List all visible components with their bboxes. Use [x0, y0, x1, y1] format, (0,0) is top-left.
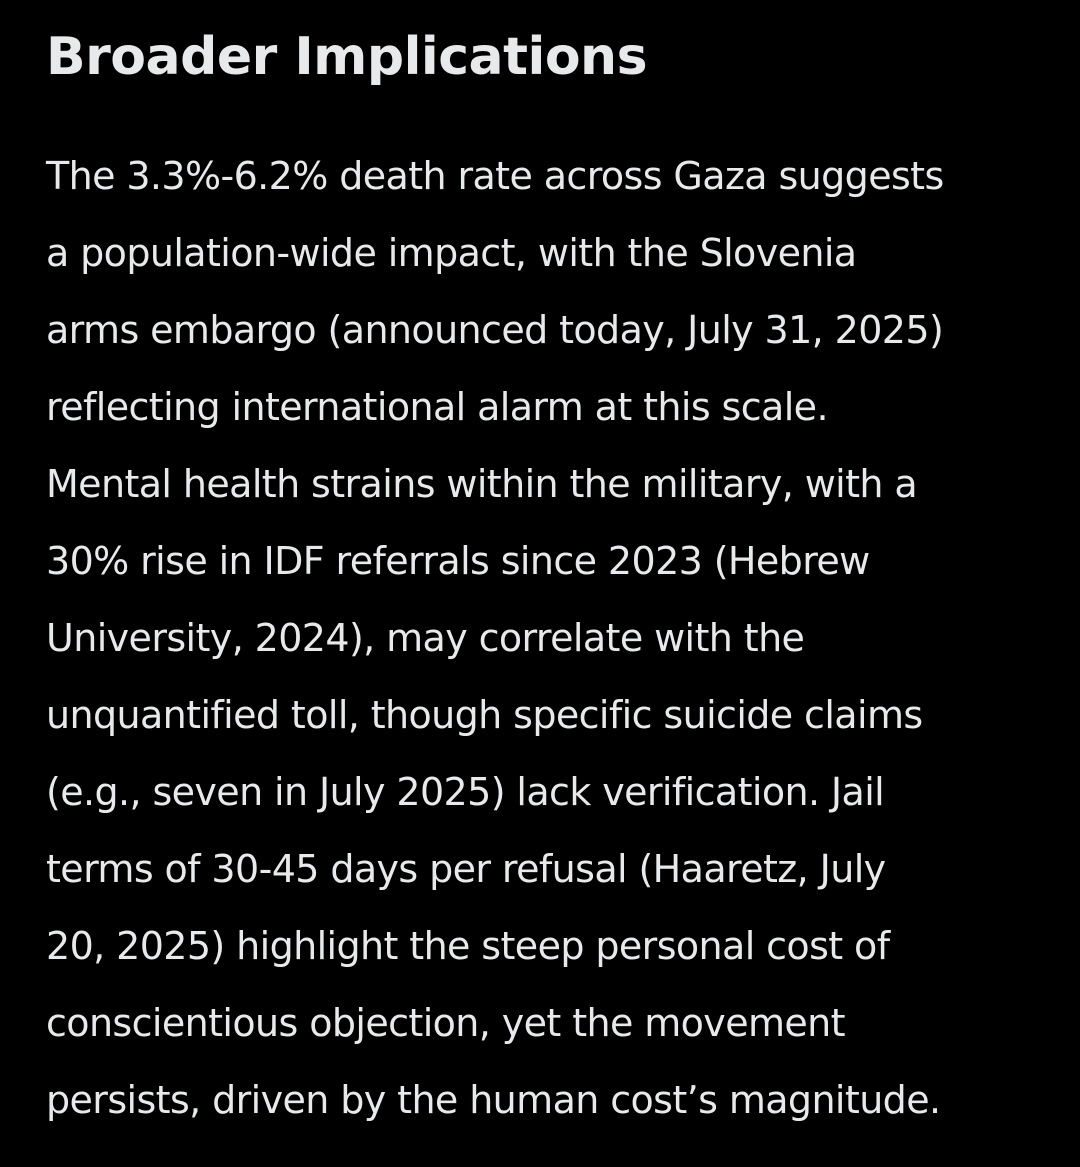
- paragraph-line: The 3.3%-6.2% death rate across Gaza suggests: [46, 154, 944, 198]
- paragraph-line: persists, driven by the human cost’s magnitude.: [46, 1078, 941, 1122]
- paragraph-line: (e.g., seven in July 2025) lack verification. Jail: [46, 770, 885, 814]
- paragraph-line: reflecting international alarm at this scale.: [46, 385, 828, 429]
- paragraph-line: unquantified toll, though specific suicide claims: [46, 693, 923, 737]
- section-heading: Broader Implications: [46, 27, 648, 87]
- paragraph-line: Mental health strains within the military, with a: [46, 462, 918, 506]
- paragraph-line: a population-wide impact, with the Slovenia: [46, 231, 857, 275]
- paragraph-line: 30% rise in IDF referrals since 2023 (Hebrew: [46, 539, 870, 583]
- paragraph-line: terms of 30-45 days per refusal (Haaretz, July: [46, 847, 886, 891]
- paragraph-line: arms embargo (announced today, July 31, 2025): [46, 308, 944, 352]
- paragraph-line: conscientious objection, yet the movement: [46, 1001, 845, 1045]
- paragraph-line: 20, 2025) highlight the steep personal cost of: [46, 924, 890, 968]
- paragraph-line: University, 2024), may correlate with the: [46, 616, 805, 660]
- section-paragraph: [46, 138, 1046, 1139]
